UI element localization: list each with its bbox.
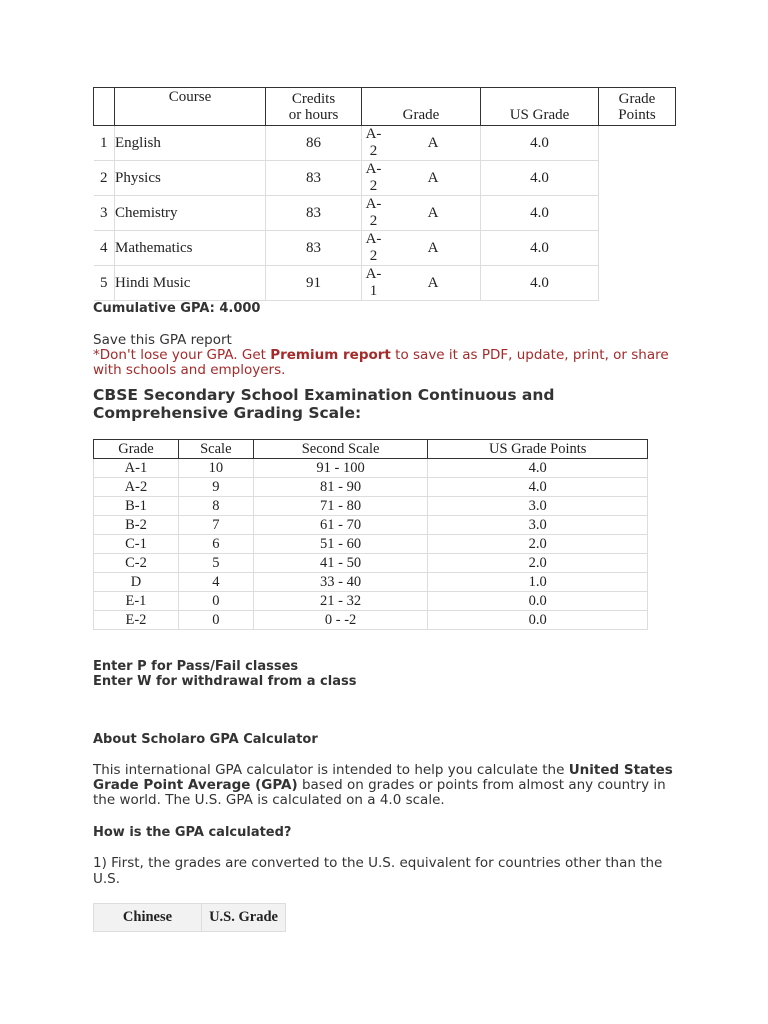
scale-grade: B-2 xyxy=(94,516,179,535)
scale-value: 0 xyxy=(178,611,253,630)
course-grade: A xyxy=(386,266,481,301)
scale-grade: D xyxy=(94,573,179,592)
course-grade: A xyxy=(386,161,481,196)
scale-grade: E-2 xyxy=(94,611,179,630)
scale-value: 10 xyxy=(178,459,253,478)
scale-row xyxy=(94,554,648,573)
scale-us-points: 0.0 xyxy=(428,592,648,611)
header-us-grade: U.S. Grade xyxy=(202,904,286,932)
scale-header-us-grade-points: US Grade Points xyxy=(428,440,648,459)
scale-value: 7 xyxy=(178,516,253,535)
premium-report-link[interactable]: Premium report xyxy=(270,347,391,363)
scale-us-points: 4.0 xyxy=(428,459,648,478)
header-course xyxy=(115,88,266,126)
header-row-number xyxy=(94,88,115,126)
course-us-grade: 4.0 xyxy=(481,266,599,301)
scale-row xyxy=(94,592,648,611)
course-us-grade: 4.0 xyxy=(481,161,599,196)
scale-row xyxy=(94,516,648,535)
chinese-table-header xyxy=(94,904,286,932)
cbse-scale-title: CBSE Secondary School Examination Continuous and Comprehensive Grading Scale: xyxy=(93,386,555,422)
withdrawal-note: Enter W for withdrawal from a class xyxy=(93,674,357,689)
scale-second-range: 51 - 60 xyxy=(253,535,428,554)
scale-second-range: 21 - 32 xyxy=(253,592,428,611)
cumulative-gpa: Cumulative GPA: 4.000 xyxy=(93,301,261,316)
scale-value: 9 xyxy=(178,478,253,497)
course-name: Physics xyxy=(115,161,266,196)
course-grade: A xyxy=(386,231,481,266)
warning-suffix: to save it as PDF, update, print, or share with schools and employers. xyxy=(93,347,669,378)
course-local-grade: A-2 xyxy=(362,126,386,161)
course-credits: 83 xyxy=(266,161,362,196)
course-name: Hindi Music xyxy=(115,266,266,301)
header-credits-line1: Credits xyxy=(291,90,336,107)
scale-value: 5 xyxy=(178,554,253,573)
course-name: English xyxy=(115,126,266,161)
course-local-grade: A-2 xyxy=(362,196,386,231)
scale-grade: E-1 xyxy=(94,592,179,611)
scale-header-scale: Scale xyxy=(178,440,253,459)
scale-second-range: 81 - 90 xyxy=(253,478,428,497)
about-heading: About Scholaro GPA Calculator xyxy=(93,732,318,747)
header-us-grade-label: US Grade xyxy=(509,107,570,123)
scale-us-points: 2.0 xyxy=(428,535,648,554)
scale-second-range: 41 - 50 xyxy=(253,554,428,573)
about-body-prefix: This international GPA calculator is intended to help you calculate the xyxy=(93,762,569,778)
header-grade-label: Grade xyxy=(402,107,440,123)
course-us-grade: 4.0 xyxy=(481,231,599,266)
course-credits: 83 xyxy=(266,196,362,231)
course-row-number: 5 xyxy=(94,266,115,301)
course-row xyxy=(94,196,676,231)
save-report-warning xyxy=(93,348,693,377)
header-grade xyxy=(362,88,481,126)
how-calculated-heading: How is the GPA calculated? xyxy=(93,825,292,840)
scale-value: 0 xyxy=(178,592,253,611)
course-us-grade: 4.0 xyxy=(481,196,599,231)
scale-second-range: 61 - 70 xyxy=(253,516,428,535)
scale-value: 8 xyxy=(178,497,253,516)
scale-us-points: 2.0 xyxy=(428,554,648,573)
scale-us-points: 3.0 xyxy=(428,516,648,535)
course-credits: 83 xyxy=(266,231,362,266)
course-credits: 91 xyxy=(266,266,362,301)
scale-header-grade: Grade xyxy=(94,440,179,459)
scale-second-range: 33 - 40 xyxy=(253,573,428,592)
course-row-number: 2 xyxy=(94,161,115,196)
course-table-header xyxy=(94,88,676,126)
header-chinese: Chinese xyxy=(94,904,202,932)
course-grade: A xyxy=(386,126,481,161)
scale-us-points: 1.0 xyxy=(428,573,648,592)
course-row xyxy=(94,161,676,196)
course-grade: A xyxy=(386,196,481,231)
header-grade-points-line2: Points xyxy=(618,106,656,123)
scale-grade: A-2 xyxy=(94,478,179,497)
chinese-grade-table xyxy=(93,903,286,932)
course-row xyxy=(94,266,676,301)
scale-grade: C-1 xyxy=(94,535,179,554)
warning-prefix: *Don't lose your GPA. Get xyxy=(93,347,271,363)
course-row xyxy=(94,126,676,161)
course-row-number: 3 xyxy=(94,196,115,231)
course-credits: 86 xyxy=(266,126,362,161)
about-body xyxy=(93,763,673,808)
save-report-title: Save this GPA report xyxy=(93,332,232,348)
course-name: Mathematics xyxy=(115,231,266,266)
course-local-grade: A-2 xyxy=(362,161,386,196)
scale-grade: C-2 xyxy=(94,554,179,573)
scale-row xyxy=(94,497,648,516)
scale-header-second-scale: Second Scale xyxy=(253,440,428,459)
course-table xyxy=(93,87,676,301)
scale-second-range: 91 - 100 xyxy=(253,459,428,478)
scale-row xyxy=(94,611,648,630)
scale-us-points: 4.0 xyxy=(428,478,648,497)
course-local-grade: A-1 xyxy=(362,266,386,301)
scale-row xyxy=(94,478,648,497)
scale-second-range: 0 - -2 xyxy=(253,611,428,630)
scale-value: 4 xyxy=(178,573,253,592)
header-grade-points-line1: Grade xyxy=(618,90,656,107)
scale-row xyxy=(94,535,648,554)
step-1-text: 1) First, the grades are converted to the U.S. equivalent for countries other than the U.S. xyxy=(93,855,663,887)
header-us-grade xyxy=(481,88,599,126)
scale-us-points: 3.0 xyxy=(428,497,648,516)
about-body-suffix: based on grades or points from almost any country in the world. The U.S. GPA is calculated on a 4.0 scale. xyxy=(93,777,666,808)
course-row-number: 4 xyxy=(94,231,115,266)
header-credits xyxy=(266,88,362,126)
pass-fail-note: Enter P for Pass/Fail classes xyxy=(93,659,299,674)
scale-table-header xyxy=(94,440,648,459)
scale-value: 6 xyxy=(178,535,253,554)
about-body-bold: United States Grade Point Average (GPA) xyxy=(93,762,673,793)
scale-us-points: 0.0 xyxy=(428,611,648,630)
scale-grade: B-1 xyxy=(94,497,179,516)
course-local-grade: A-2 xyxy=(362,231,386,266)
scale-second-range: 71 - 80 xyxy=(253,497,428,516)
scale-row xyxy=(94,459,648,478)
grading-scale-table xyxy=(93,439,648,630)
header-grade-points xyxy=(599,88,676,126)
course-row-number: 1 xyxy=(94,126,115,161)
header-credits-line2: or hours xyxy=(288,106,339,123)
header-course-label: Course xyxy=(168,89,212,105)
scale-row xyxy=(94,573,648,592)
course-row xyxy=(94,231,676,266)
course-us-grade: 4.0 xyxy=(481,126,599,161)
scale-grade: A-1 xyxy=(94,459,179,478)
course-name: Chemistry xyxy=(115,196,266,231)
